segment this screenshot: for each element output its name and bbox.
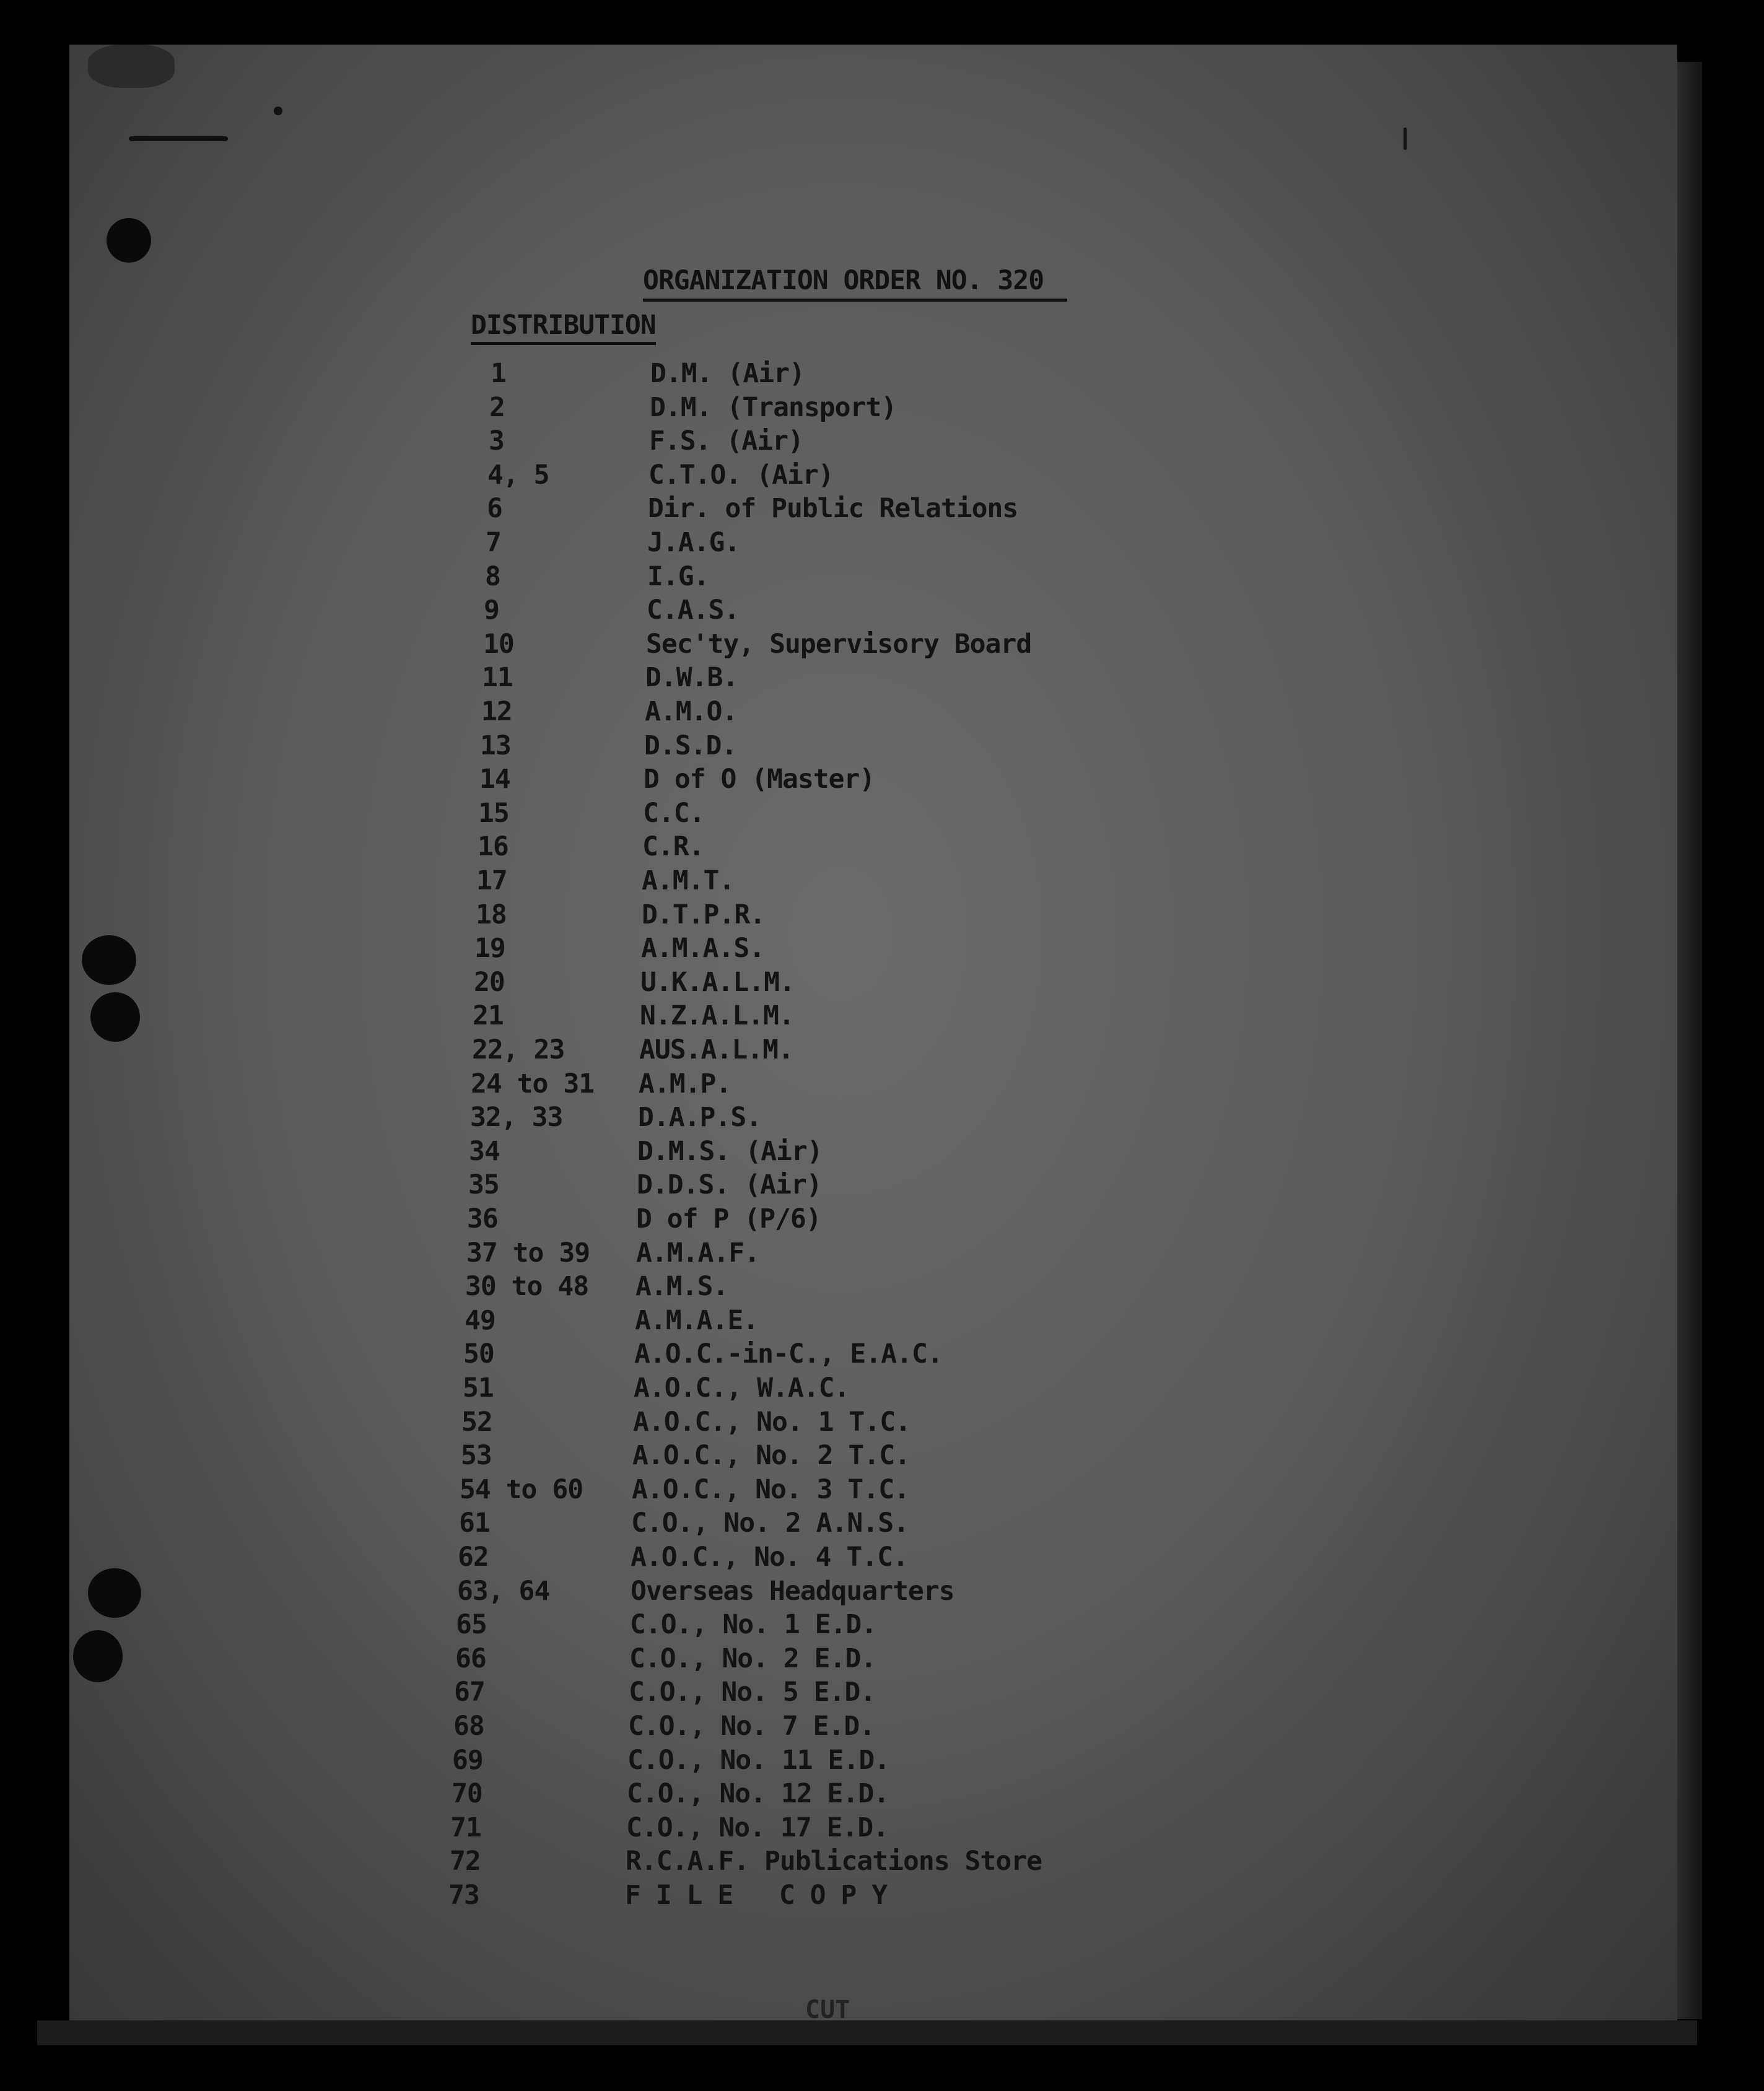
copy-number: 15	[478, 798, 509, 829]
page-title: ORGANIZATION ORDER NO. 320	[643, 265, 1067, 302]
copy-number: 6	[487, 493, 502, 524]
copy-number: 68	[453, 1711, 484, 1742]
recipient: A.M.T.	[642, 865, 735, 896]
recipient: D of P (P/6)	[636, 1203, 821, 1234]
recipient: C.O., No. 17 E.D.	[626, 1812, 889, 1843]
copy-number: 66	[455, 1643, 486, 1674]
torn-corner	[88, 45, 175, 88]
copy-number: 13	[480, 730, 511, 761]
copy-number: 32, 33	[470, 1102, 563, 1133]
punch-hole-middle-lower	[90, 992, 140, 1042]
cut-mark: CUT	[805, 1996, 850, 2024]
copy-number: 72	[450, 1846, 481, 1877]
recipient: D of O (Master)	[644, 764, 875, 795]
recipient: Overseas Headquarters	[631, 1576, 954, 1607]
recipient: A.O.C., No. 2 T.C.	[632, 1440, 910, 1471]
recipient: A.O.C., No. 1 T.C.	[633, 1407, 910, 1438]
copy-number: 18	[476, 899, 507, 930]
recipient: C.T.O. (Air)	[648, 460, 834, 491]
distribution-heading: DISTRIBUTION	[471, 310, 656, 345]
recipient: C.C.	[643, 798, 705, 829]
copy-number: 9	[484, 595, 499, 626]
recipient: D.W.B.	[645, 662, 738, 693]
copy-number: 3	[489, 426, 504, 456]
copy-number: 30 to 48	[465, 1271, 589, 1302]
copy-number: 71	[450, 1812, 481, 1843]
copy-number: 37 to 39	[466, 1238, 590, 1268]
recipient: D.M. (Air)	[650, 358, 805, 389]
recipient: C.O., No. 1 E.D.	[630, 1609, 877, 1640]
recipient: D.A.P.S.	[638, 1102, 762, 1133]
recipient: C.R.	[642, 831, 704, 862]
copy-number: 34	[469, 1136, 500, 1167]
copy-number: 11	[482, 662, 513, 693]
ink-speck	[129, 136, 228, 141]
recipient: D.T.P.R.	[642, 899, 766, 930]
recipient: A.M.O.	[645, 696, 738, 727]
recipient: U.K.A.L.M.	[640, 967, 795, 998]
copy-number: 53	[461, 1440, 492, 1471]
recipient: J.A.G.	[647, 527, 740, 558]
copy-number: 8	[485, 561, 500, 592]
copy-number: 21	[473, 1000, 504, 1031]
recipient: C.O., No. 2 A.N.S.	[631, 1508, 909, 1539]
copy-number: 70	[452, 1778, 482, 1809]
recipient: AUS.A.L.M.	[639, 1034, 793, 1065]
copy-number: 2	[489, 392, 505, 423]
recipient: N.Z.A.L.M.	[640, 1000, 794, 1031]
recipient: C.O., No. 11 E.D.	[627, 1745, 890, 1776]
recipient: D.S.D.	[644, 730, 737, 761]
recipient: F.S. (Air)	[649, 426, 803, 456]
recipient: A.O.C.-in-C., E.A.C.	[634, 1338, 943, 1369]
recipient: A.M.A.E.	[635, 1305, 759, 1336]
recipient: A.M.A.S.	[641, 933, 765, 964]
copy-number: 73	[448, 1880, 479, 1911]
copy-number: 61	[459, 1508, 490, 1539]
punch-hole-bottom-upper	[88, 1568, 141, 1618]
recipient: C.O., No. 12 E.D.	[627, 1778, 889, 1809]
recipient: A.O.C., No. 4 T.C.	[631, 1542, 908, 1573]
film-bottom-band	[37, 2020, 1697, 2045]
recipient: F I L E C O P Y	[625, 1880, 888, 1911]
ink-speck	[274, 107, 282, 115]
copy-number: 35	[468, 1169, 499, 1200]
recipient: I.G.	[647, 561, 709, 592]
copy-number: 22, 23	[472, 1034, 565, 1065]
copy-number: 50	[463, 1338, 494, 1369]
copy-number: 4, 5	[487, 460, 549, 491]
copy-number: 62	[458, 1542, 489, 1573]
recipient: A.M.A.F.	[636, 1238, 760, 1268]
ink-speck	[1404, 128, 1407, 150]
punch-hole-bottom-lower	[73, 1630, 123, 1682]
copy-number: 19	[474, 933, 505, 964]
copy-number: 49	[465, 1305, 496, 1336]
recipient: D.M.S. (Air)	[637, 1136, 823, 1167]
copy-number: 16	[478, 831, 509, 862]
punch-hole-top	[107, 218, 151, 263]
recipient: Sec'ty, Supervisory Board	[646, 629, 1032, 660]
recipient: D.M. (Transport)	[650, 392, 897, 423]
copy-number: 12	[481, 696, 512, 727]
copy-number: 65	[456, 1609, 487, 1640]
copy-number: 69	[452, 1745, 483, 1776]
copy-number: 36	[467, 1203, 498, 1234]
copy-number: 67	[454, 1677, 485, 1708]
recipient: A.M.S.	[635, 1271, 728, 1302]
recipient: D.D.S. (Air)	[637, 1169, 822, 1200]
film-edge-strip	[1677, 62, 1702, 2019]
recipient: C.O., No. 5 E.D.	[629, 1677, 876, 1708]
recipient: Dir. of Public Relations	[648, 493, 1018, 524]
copy-number: 51	[463, 1373, 494, 1403]
copy-number: 7	[486, 527, 501, 558]
recipient: A.M.P.	[639, 1068, 731, 1099]
copy-number: 20	[474, 967, 505, 998]
copy-number: 17	[476, 865, 507, 896]
recipient: C.A.S.	[647, 595, 740, 626]
copy-number: 54 to 60	[460, 1474, 583, 1505]
recipient: R.C.A.F. Publications Store	[626, 1846, 1042, 1877]
copy-number: 24 to 31	[471, 1068, 595, 1099]
copy-number: 63, 64	[457, 1576, 550, 1607]
recipient: A.O.C., W.A.C.	[634, 1373, 850, 1403]
recipient: A.O.C., No. 3 T.C.	[632, 1474, 909, 1505]
copy-number: 52	[461, 1407, 492, 1438]
copy-number: 14	[479, 764, 510, 795]
recipient: C.O., No. 2 E.D.	[629, 1643, 876, 1674]
punch-hole-middle-upper	[82, 935, 136, 985]
copy-number: 1	[491, 358, 506, 389]
copy-number: 10	[483, 629, 514, 660]
recipient: C.O., No. 7 E.D.	[628, 1711, 875, 1742]
